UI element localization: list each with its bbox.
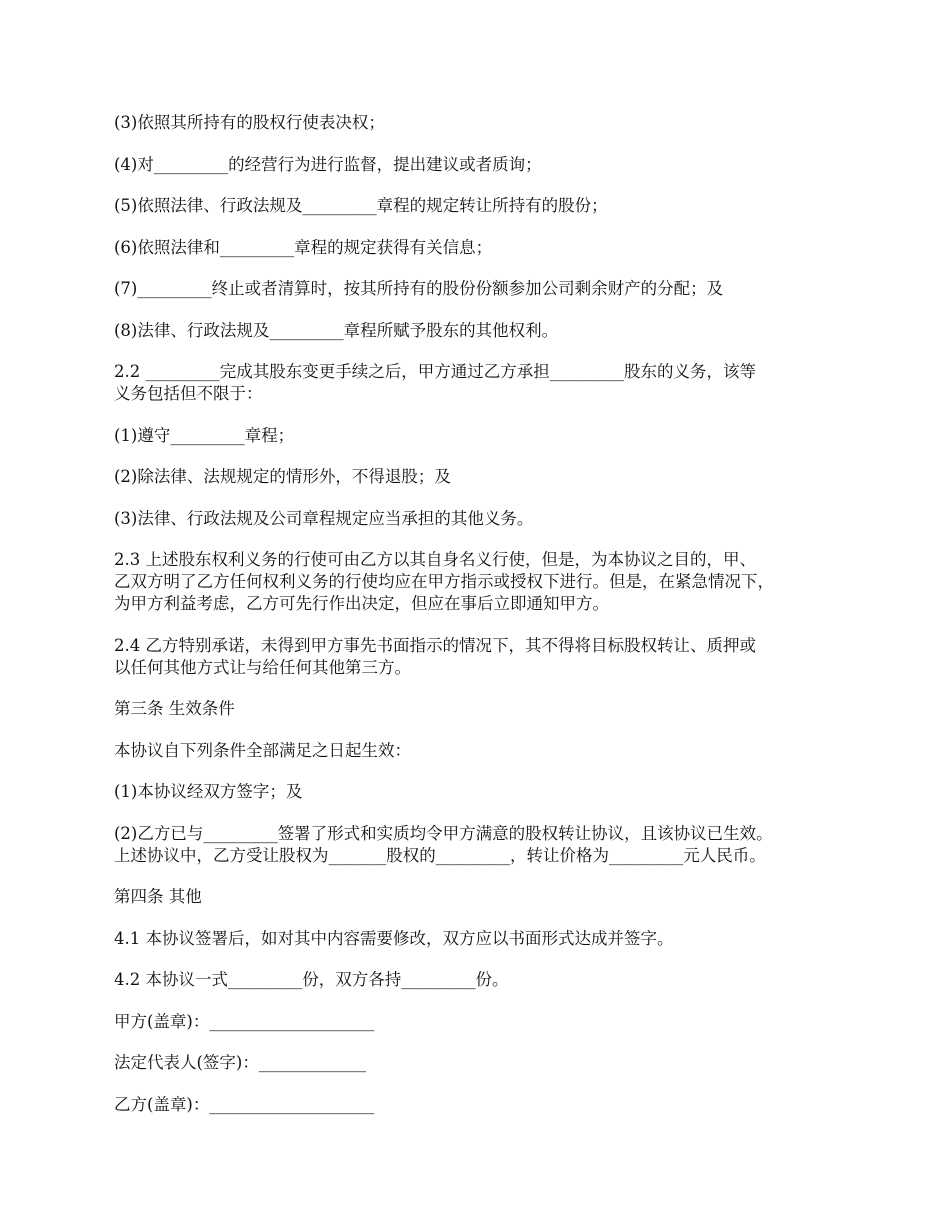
paragraph-right-3: [114, 112, 854, 134]
text-line: (5)依照法律、行政法规及_________章程的规定转让所持有的股份；: [114, 196, 608, 215]
document-body: [114, 112, 854, 1135]
text-line: 乙方(盖章)：____________________: [114, 1094, 375, 1114]
text-line: 上述协议中，乙方受让股权为_______股权的_________，转让价格为_________元人民币。: [114, 845, 766, 865]
party-b-seal-line: [114, 1094, 854, 1116]
paragraph-right-8: [114, 320, 854, 342]
condition-1: [114, 781, 854, 803]
article-4-heading: [114, 886, 854, 908]
obligation-2: [114, 466, 854, 488]
text-line: 2.3 上述股东权利义务的行使可由乙方以其自身名义行使，但是，为本协议之目的，甲、: [114, 550, 756, 569]
text-line: 本协议自下列条件全部满足之日起生效：: [114, 740, 411, 760]
text-line: (8)法律、行政法规及_________章程所赋予股东的其他权利。: [114, 320, 559, 340]
condition-2: [114, 823, 854, 867]
text-line: 以任何其他方式让与给任何其他第三方。: [114, 657, 411, 677]
text-line: 第三条 生效条件: [114, 699, 235, 718]
paragraph-right-5: [114, 195, 854, 217]
obligation-1: [114, 425, 854, 447]
text-line: (1)本协议经双方签字；及: [114, 782, 303, 801]
clause-4-2: [114, 969, 854, 991]
article-3-heading: [114, 698, 854, 720]
text-line: 为甲方利益考虑，乙方可先行作出决定，但应在事后立即通知甲方。: [114, 594, 609, 613]
clause-2-4: [114, 635, 854, 679]
text-line: (3)法律、行政法规及公司章程规定应当承担的其他义务。: [114, 508, 534, 528]
text-line: (1)遵守_________章程；: [114, 425, 295, 445]
clause-2-2: [114, 361, 854, 405]
text-line: 4.2 本协议一式_________份，双方各持_________份。: [114, 970, 509, 989]
obligation-3: [114, 508, 854, 530]
text-line: 4.1 本协议签署后，如对其中内容需要修改，双方应以书面形式达成并签字。: [114, 928, 674, 948]
text-line: 义务包括但不限于：: [114, 384, 263, 403]
text-line: (2)乙方已与_________签署了形式和实质均令甲方满意的股权转让协议，且该协议已生效。: [114, 823, 773, 843]
paragraph-right-7: [114, 278, 854, 300]
text-line: (4)对_________的经营行为进行监督，提出建议或者质询；: [114, 154, 542, 174]
clause-2-3: [114, 549, 854, 615]
text-line: 法定代表人(签字)：_____________: [114, 1053, 367, 1072]
text-line: (6)依照法律和_________章程的规定获得有关信息；: [114, 237, 493, 257]
effective-intro: [114, 740, 854, 762]
paragraph-right-6: [114, 237, 854, 259]
text-line: 甲方(盖章)：____________________: [114, 1011, 375, 1031]
text-line: (7)_________终止或者清算时，按其所持有的股份份额参加公司剩余财产的分配；及: [114, 279, 724, 298]
text-line: (2)除法律、法规规定的情形外，不得退股；及: [114, 467, 451, 486]
text-line: (3)依照其所持有的股权行使表决权；: [114, 113, 385, 132]
paragraph-right-4: [114, 154, 854, 176]
party-a-seal-line: [114, 1011, 854, 1033]
text-line: 第四条 其他: [114, 887, 202, 906]
text-line: 2.2 _________完成其股东变更手续之后，甲方通过乙方承担_________股东的义务，该等: [114, 362, 756, 381]
clause-4-1: [114, 928, 854, 950]
text-line: 2.4 乙方特别承诺，未得到甲方事先书面指示的情况下，其不得将目标股权转让、质押或: [114, 635, 756, 655]
text-line: 乙双方明了乙方任何权利义务的行使均应在甲方指示或授权下进行。但是，在紧急情况下，: [114, 572, 774, 591]
legal-rep-signature-line: [114, 1052, 854, 1074]
